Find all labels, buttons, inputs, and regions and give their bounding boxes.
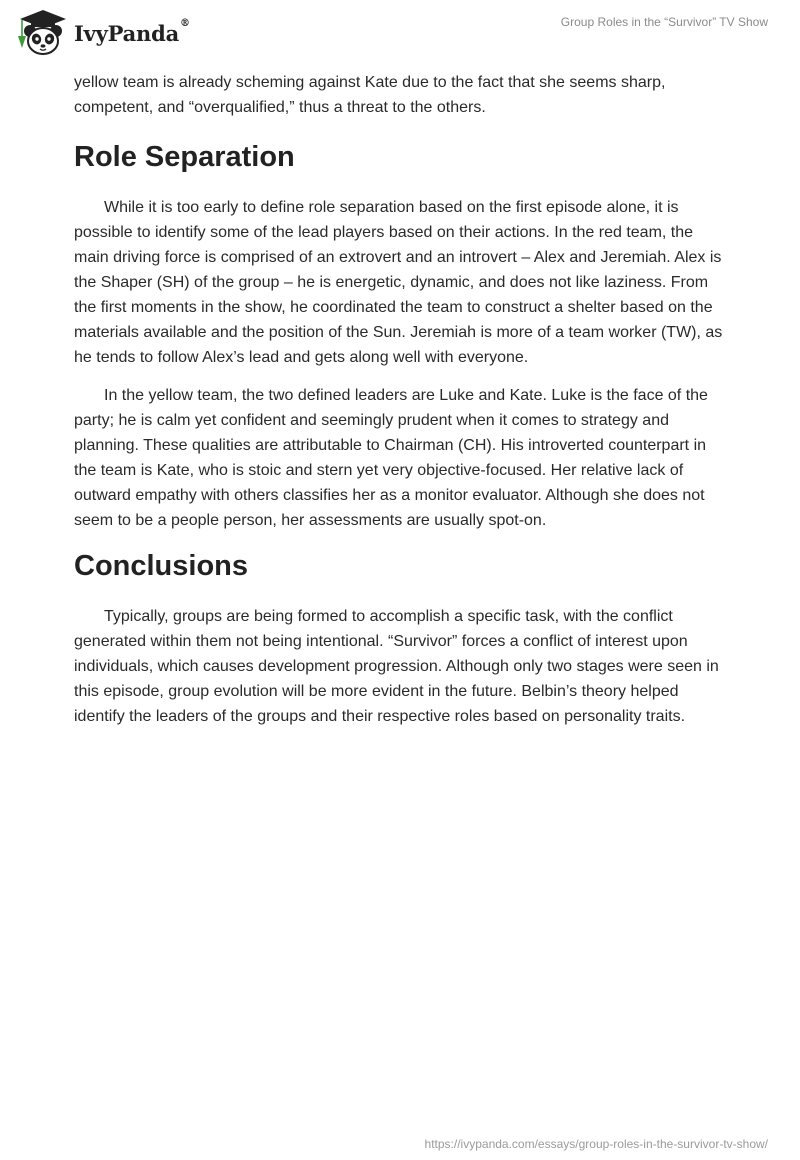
heading-conclusions: Conclusions [74,550,249,582]
ivypanda-logo[interactable] [14,8,190,58]
article-body [74,70,726,742]
heading-role-separation: Role Separation [74,141,295,173]
page-header [0,0,800,66]
paragraph: While it is too early to define role separation based on the first episode alone, it is possible to identify some of the lead players based on their actions. In the red team, the main driving force is comprised of an extrovert and an introvert – Alex and Jeremiah. Alex is the Shaper (SH) of the group – he is energetic, dynamic, and does not like laziness. From the first moments in the show, he coordinated the team to construct a shelter based on the materials available and the position of the Sun. Jeremiah is more of a team worker (TW), as he tends to follow Alex’s lead and gets along well with everyone. [74,199,723,366]
paragraph: In the yellow team, the two defined leaders are Luke and Kate. Luke is the face of the party; he is calm yet confident and seemingly prudent when it comes to strategy and planning. These qualities are attributable to Chairman (CH). His introverted counterpart in the team is Kate, who is stoic and stern yet very objective-focused. Her relative lack of outward empathy with others classifies her as a monitor evaluator. Although she does not seem to be a people person, her assessments are usually spot-on. [74,387,708,529]
paragraph: Typically, groups are being formed to accomplish a specific task, with the conflict generated within them not being intentional. “Survivor” forces a conflict of interest upon individuals, which causes development progression. Although only two stages were seen in this episode, group evolution will be more evident in the future. Belbin’s theory helped identify the leaders of the groups and their respective roles based on personality traits. [74,608,719,725]
intro-paragraph: yellow team is already scheming against Kate due to the fact that she seems sharp, competent, and “overqualified,” thus a threat to the others. [74,74,666,116]
source-url[interactable]: https://ivypanda.com/essays/group-roles-in-the-survivor-tv-show/ [424,1137,768,1151]
document-title: Group Roles in the “Survivor” TV Show [560,15,768,29]
panda-graduate-icon [14,8,72,58]
brand-name: IvyPanda® [74,17,190,46]
